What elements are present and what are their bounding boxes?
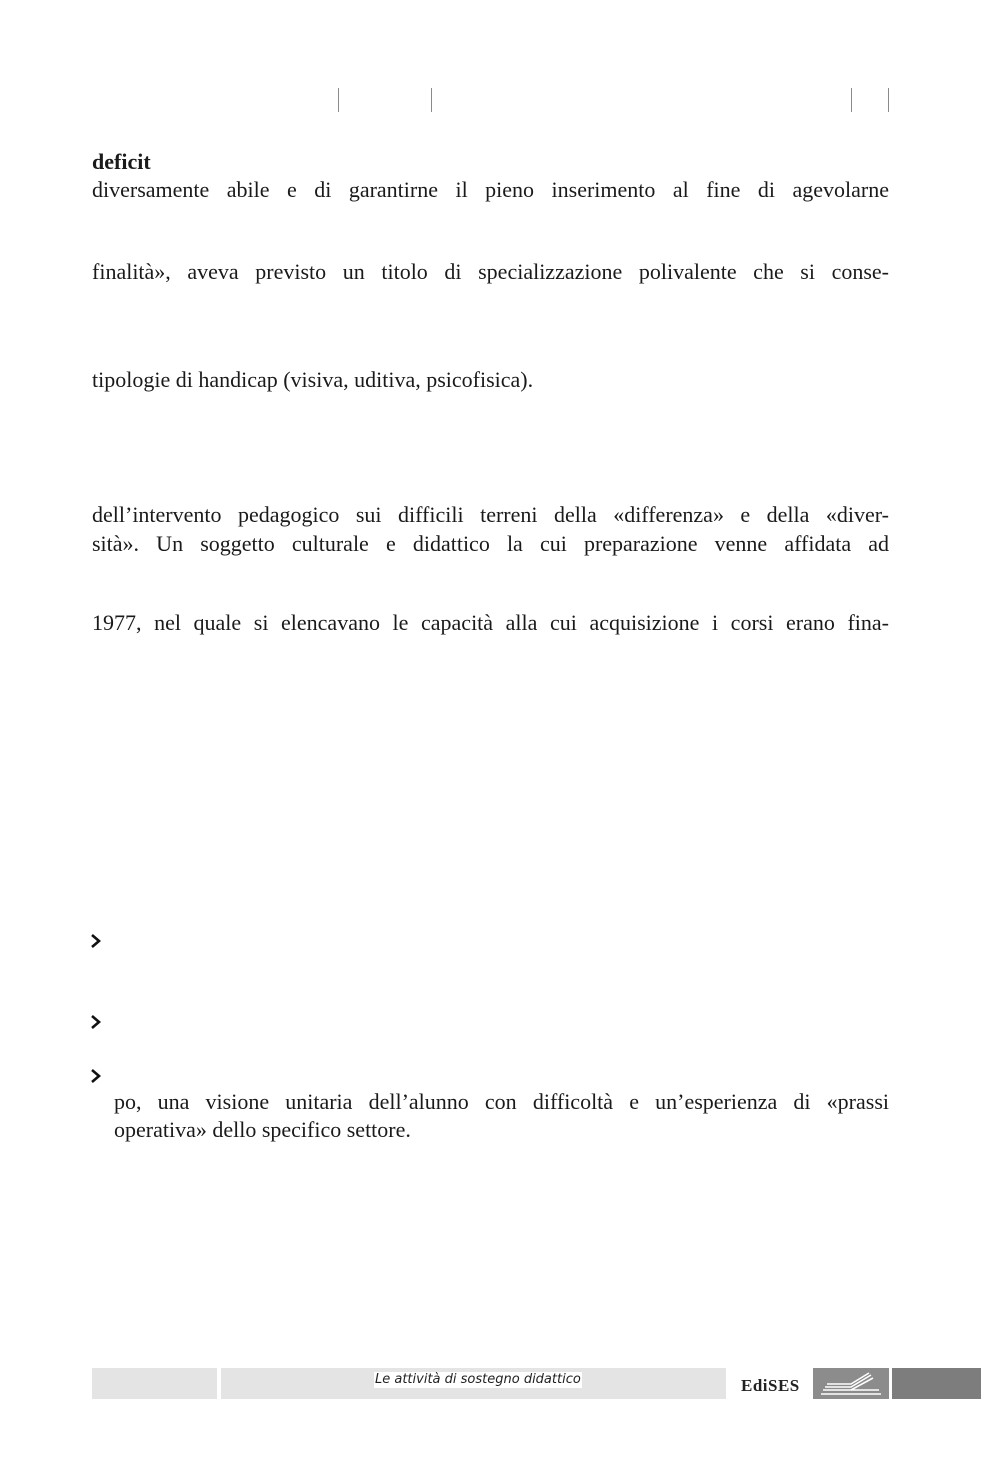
header-divider: [431, 88, 432, 112]
header-divider: [888, 88, 889, 112]
body-text-line: 1977, nel quale si elencavano le capacità alla cui acquisizione i corsi erano fina-: [92, 610, 889, 635]
header-divider: [338, 88, 339, 112]
body-text-line: sità». Un soggetto culturale e didattico la cui preparazione venne affidata ad: [92, 531, 889, 556]
body-text-line: tipologie di handicap (visiva, uditiva, psicofisica).: [92, 367, 534, 392]
header-divider: [851, 88, 852, 112]
footer-bar-right: [892, 1368, 981, 1399]
footer-title: Le attività di sostegno didattico: [375, 1372, 581, 1387]
bullet-text-line: operativa» dello specifico settore.: [114, 1117, 411, 1142]
section-heading: deficit: [92, 149, 151, 174]
footer-bar-left: [92, 1368, 217, 1399]
body-text-line: dell’intervento pedagogico sui difficili terreni della «differenza» e della «diver-: [92, 502, 889, 527]
chevron-right-icon: [91, 934, 105, 948]
chevron-right-icon: [91, 1069, 105, 1083]
chevron-right-icon: [91, 1015, 105, 1029]
bullet-text-line: po, una visione unitaria dell’alunno con difficoltà e un’esperienza di «prassi: [114, 1089, 889, 1114]
publisher-name: EdiSES: [741, 1376, 800, 1395]
body-text-line: finalità», aveva previsto un titolo di specializzazione polivalente che si conse-: [92, 259, 889, 284]
open-book-icon: [813, 1368, 889, 1399]
body-text-line: diversamente abile e di garantirne il pieno inserimento al fine di agevolarne: [92, 177, 889, 202]
